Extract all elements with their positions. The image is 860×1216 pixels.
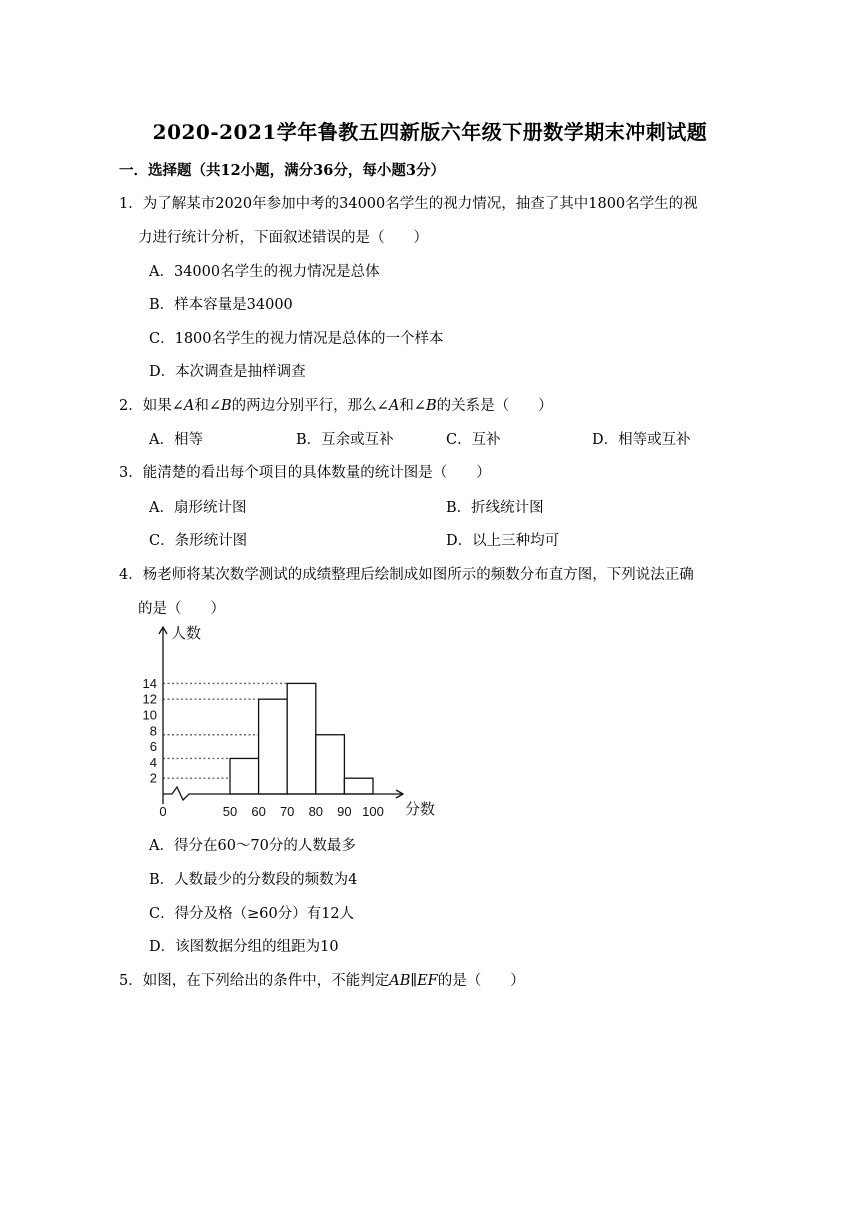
q2-stem-part: 的两边分别平行，那么∠ xyxy=(231,398,389,414)
q2-var-b: B xyxy=(221,398,232,414)
frequency-histogram xyxy=(140,622,440,822)
q3-option-d: D．以上三种均可 xyxy=(446,533,560,549)
histogram-bar xyxy=(259,699,288,794)
x-tick-label: 50 xyxy=(222,804,238,819)
q1-stem-line1: 1．为了解某市2020年参加中考的34000名学生的视力情况，抽查了其中1800名学生的视 xyxy=(119,196,698,212)
q5-stem xyxy=(119,969,525,990)
y-axis-title: 人数 xyxy=(171,625,202,642)
q2-stem-part: 2．如果∠ xyxy=(119,398,184,414)
q3-stem: 3．能清楚的看出每个项目的具体数量的统计图是（ ） xyxy=(119,465,491,481)
histogram-bar xyxy=(344,778,373,794)
origin-label: 0 xyxy=(159,804,167,819)
q4-option-a: A．得分在60～70分的人数最多 xyxy=(149,838,356,854)
q1-option-d: D．本次调查是抽样调查 xyxy=(149,364,306,380)
y-tick-label: 2 xyxy=(149,770,157,786)
q3-option-c: C．条形统计图 xyxy=(149,533,248,549)
histogram-bar xyxy=(316,735,345,794)
q4-option-d: D．该图数据分组的组距为10 xyxy=(149,939,339,955)
parallel-symbol: ∥ xyxy=(410,973,418,989)
q5-var-ab: AB xyxy=(389,973,411,989)
y-tick-label: 8 xyxy=(149,723,157,739)
q4-stem-line1: 4．杨老师将某次数学测试的成绩整理后绘制成如图所示的频数分布直方图，下列说法正确 xyxy=(119,567,694,583)
q4-stem-line2: 的是（ ） xyxy=(138,601,225,617)
q2-option-d: D．相等或互补 xyxy=(592,432,691,448)
y-tick-label: 4 xyxy=(149,754,157,770)
y-tick-label: 6 xyxy=(149,739,157,755)
x-tick-label: 60 xyxy=(251,804,266,819)
q2-var-b: B xyxy=(425,398,437,414)
q1-option-c: C．1800名学生的视力情况是总体的一个样本 xyxy=(149,331,444,347)
histogram-bar xyxy=(230,758,259,794)
q4-option-c: C．得分及格（≥60分）有12人 xyxy=(149,906,355,922)
q3-option-b: B．折线统计图 xyxy=(446,500,544,516)
q2-stem-part: 和∠ xyxy=(194,398,222,414)
x-tick-label: 100 xyxy=(362,804,384,819)
x-tick-label: 90 xyxy=(337,804,352,819)
x-tick-label: 70 xyxy=(279,804,295,819)
q2-stem-part: 和∠ xyxy=(399,398,426,414)
q3-option-a: A．扇形统计图 xyxy=(149,500,247,516)
q2-option-c: C．互补 xyxy=(446,432,501,448)
q5-stem-part: 的是（ ） xyxy=(437,973,525,989)
q1-option-a: A．34000名学生的视力情况是总体 xyxy=(149,264,380,280)
q5-var-ef: EF xyxy=(417,973,438,989)
q2-option-b: B．互余或互补 xyxy=(296,432,394,448)
histogram-bar xyxy=(287,683,316,794)
q2-option-a: A．相等 xyxy=(149,432,203,448)
y-tick-label: 10 xyxy=(142,707,157,723)
q5-stem-part: 5．如图，在下列给出的条件中，不能判定 xyxy=(119,973,390,989)
q2-var-a: A xyxy=(388,398,400,414)
page-title: 2020-2021学年鲁教五四新版六年级下册数学期末冲刺试题 xyxy=(152,120,708,144)
q1-option-b: B．样本容量是34000 xyxy=(149,297,293,313)
histogram-bars xyxy=(230,683,373,794)
x-tick-label: 80 xyxy=(308,804,324,819)
y-tick-label: 14 xyxy=(142,675,157,691)
q2-stem-part: 的关系是（ ） xyxy=(436,398,553,414)
q1-stem-line2: 力进行统计分析，下面叙述错误的是（ ） xyxy=(138,230,428,246)
y-tick-label: 12 xyxy=(142,691,157,707)
section-heading: 一．选择题（共12小题，满分36分，每小题3分） xyxy=(119,162,445,179)
q2-var-a: A xyxy=(183,398,195,414)
x-axis-title: 分数 xyxy=(405,801,436,818)
q2-stem xyxy=(119,394,553,415)
q4-option-b: B．人数最少的分数段的频数为4 xyxy=(149,872,358,888)
